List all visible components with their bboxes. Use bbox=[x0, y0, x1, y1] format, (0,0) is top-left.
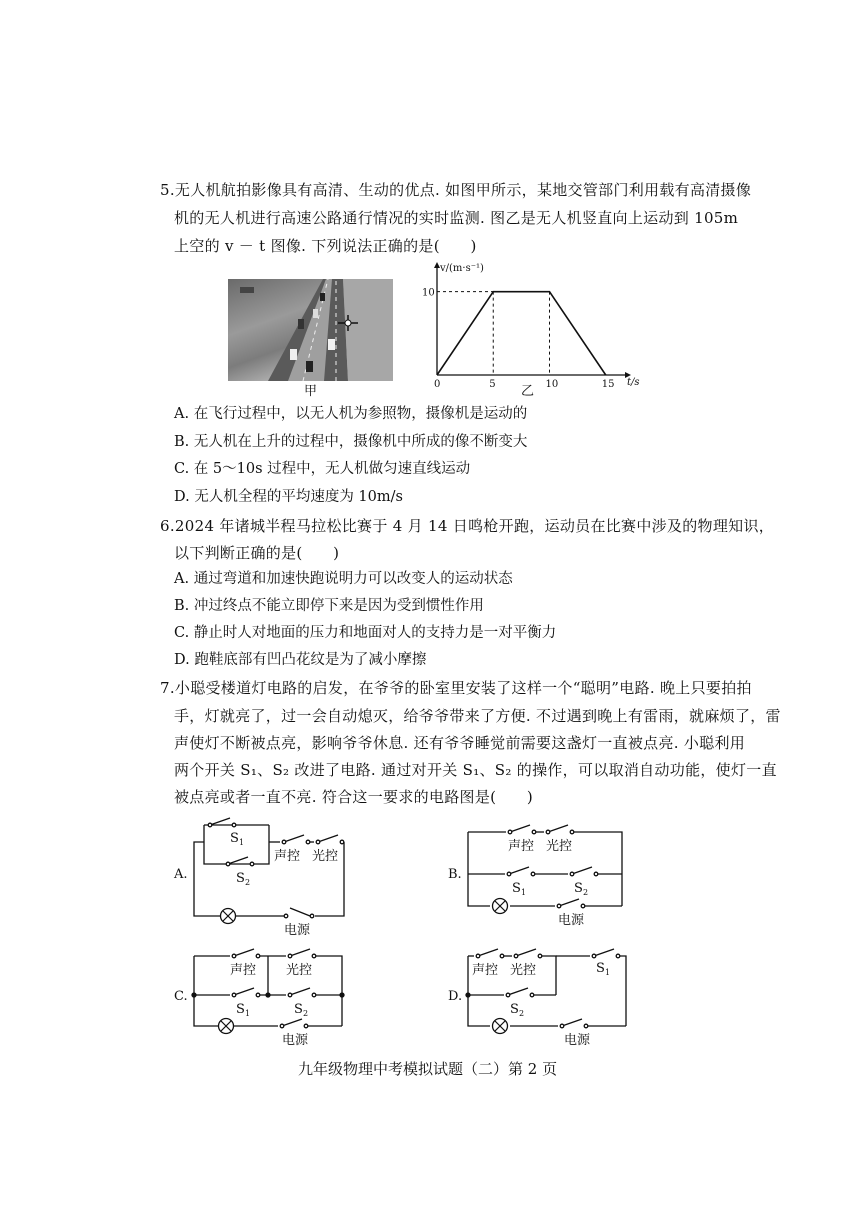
circuit-a-source: 电源 bbox=[284, 923, 311, 938]
circuit-d-s2: S bbox=[510, 1002, 519, 1017]
photo-caption: 甲 bbox=[304, 384, 318, 399]
svg-text:2: 2 bbox=[303, 1009, 309, 1018]
q5-stem-line-2: 机的无人机进行高速公路通行情况的实时监测. 图乙是无人机竖直向上运动到 105m bbox=[174, 209, 739, 227]
graph-caption: 乙 bbox=[521, 384, 535, 399]
q6-option-a: A. 通过弯道和加速快跑说明力可以改变人的运动状态 bbox=[174, 571, 513, 587]
circuit-a-s2: S bbox=[236, 871, 245, 886]
q7-stem-line-4: 两个开关 S₁、S₂ 改进了电路. 通过对开关 S₁、S₂ 的操作，可以取消自动功能，使灯一直 bbox=[174, 761, 777, 779]
q5-option-d: D. 无人机全程的平均速度为 10m/s bbox=[174, 489, 403, 505]
circuit-b-s1: S bbox=[512, 881, 521, 896]
circuit-a-light: 光控 bbox=[312, 849, 339, 864]
circuit-c-s2: S bbox=[294, 1002, 303, 1017]
x-tick-label-5: 5 bbox=[489, 379, 496, 390]
circuit-c-source: 电源 bbox=[282, 1033, 309, 1048]
y-axis-label: v/(m·s⁻¹) bbox=[440, 263, 484, 274]
circuit-a-s1: S bbox=[230, 831, 239, 846]
x-tick-label-15: 15 bbox=[601, 379, 615, 390]
circuit-a-label: A. bbox=[174, 867, 188, 882]
q5-stem-line-1: 5.无人机航拍影像具有高清、生动的优点. 如图甲所示，某地交管部门利用载有高清摄像 bbox=[160, 181, 752, 199]
y-tick-label-10: 10 bbox=[422, 287, 435, 299]
q6-option-c: C. 静止时人对地面的压力和地面对人的支持力是一对平衡力 bbox=[174, 625, 557, 641]
circuit-b-source: 电源 bbox=[558, 913, 585, 928]
circuit-d-source: 电源 bbox=[564, 1033, 591, 1048]
q5-option-c: C. 在 5～10s 过程中，无人机做匀速直线运动 bbox=[174, 461, 471, 477]
q5-option-b: B. 无人机在上升的过程中，摄像机中所成的像不断变大 bbox=[174, 434, 528, 450]
q7-stem-line-1: 7.小聪受楼道灯电路的启发，在爷爷的卧室里安装了这样一个“聪明”电路. 晚上只要拍拍 bbox=[160, 679, 752, 697]
circuit-d-s1: S bbox=[596, 961, 605, 976]
page-footer: 九年级物理中考模拟试题（二）第 2 页 bbox=[298, 1060, 558, 1078]
circuit-c-light: 光控 bbox=[286, 963, 313, 978]
q7-stem-line-2: 手，灯就亮了，过一会自动熄灭，给爷爷带来了方便. 不过遇到晚上有雷雨，就麻烦了，雷 bbox=[174, 707, 781, 725]
x-tick-label-10: 10 bbox=[545, 379, 559, 390]
q6-option-b: B. 冲过终点不能立即停下来是因为受到惯性作用 bbox=[174, 598, 484, 614]
x-tick-label-0: 0 bbox=[434, 379, 441, 390]
drone-highway-photo bbox=[228, 279, 393, 381]
circuit-b-s2: S bbox=[574, 881, 583, 896]
circuit-d-light: 光控 bbox=[510, 963, 537, 978]
velocity-line bbox=[437, 292, 606, 375]
svg-text:2: 2 bbox=[519, 1009, 525, 1018]
q5-stem-line-3: 上空的 v － t 图像. 下列说法正确的是( ) bbox=[174, 237, 477, 255]
circuit-b-sound: 声控 bbox=[508, 839, 535, 854]
circuit-d-label: D. bbox=[448, 989, 463, 1004]
circuit-c bbox=[192, 949, 344, 1034]
circuit-d-sound: 声控 bbox=[472, 963, 499, 978]
circuit-c-label: C. bbox=[174, 989, 188, 1004]
circuit-a bbox=[194, 818, 344, 924]
circuit-b-light: 光控 bbox=[546, 839, 573, 854]
q7-stem-line-3: 声使灯不断被点亮，影响爷爷休息. 还有爷爷睡觉前需要这盏灯一直被点亮. 小聪利用 bbox=[174, 734, 746, 752]
q6-stem-line-1: 6.2024 年诸城半程马拉松比赛于 4 月 14 日鸣枪开跑，运动员在比赛中涉及的物理知识， bbox=[160, 517, 775, 535]
svg-text:1: 1 bbox=[521, 888, 527, 897]
svg-text:1: 1 bbox=[239, 838, 245, 847]
circuit-b bbox=[468, 825, 622, 914]
svg-text:2: 2 bbox=[583, 888, 589, 897]
svg-text:2: 2 bbox=[245, 878, 251, 887]
q7-stem-line-5: 被点亮或者一直不亮. 符合这一要求的电路图是( ) bbox=[174, 788, 534, 806]
svg-text:1: 1 bbox=[605, 968, 611, 977]
q6-option-d: D. 跑鞋底部有凹凸花纹是为了减小摩擦 bbox=[174, 652, 427, 668]
x-axis-label: t/s bbox=[627, 377, 640, 388]
svg-text:1: 1 bbox=[245, 1009, 251, 1018]
q5-option-a: A. 在飞行过程中，以无人机为参照物，摄像机是运动的 bbox=[174, 406, 528, 422]
vt-graph bbox=[415, 258, 645, 398]
circuit-c-sound: 声控 bbox=[230, 963, 257, 978]
circuit-a-sound: 声控 bbox=[274, 849, 301, 864]
q6-stem-line-2: 以下判断正确的是( ) bbox=[174, 544, 340, 562]
highway-illustration bbox=[228, 279, 393, 381]
circuit-b-label: B. bbox=[448, 867, 462, 882]
circuit-c-s1: S bbox=[236, 1002, 245, 1017]
circuit-diagrams bbox=[160, 812, 660, 1052]
